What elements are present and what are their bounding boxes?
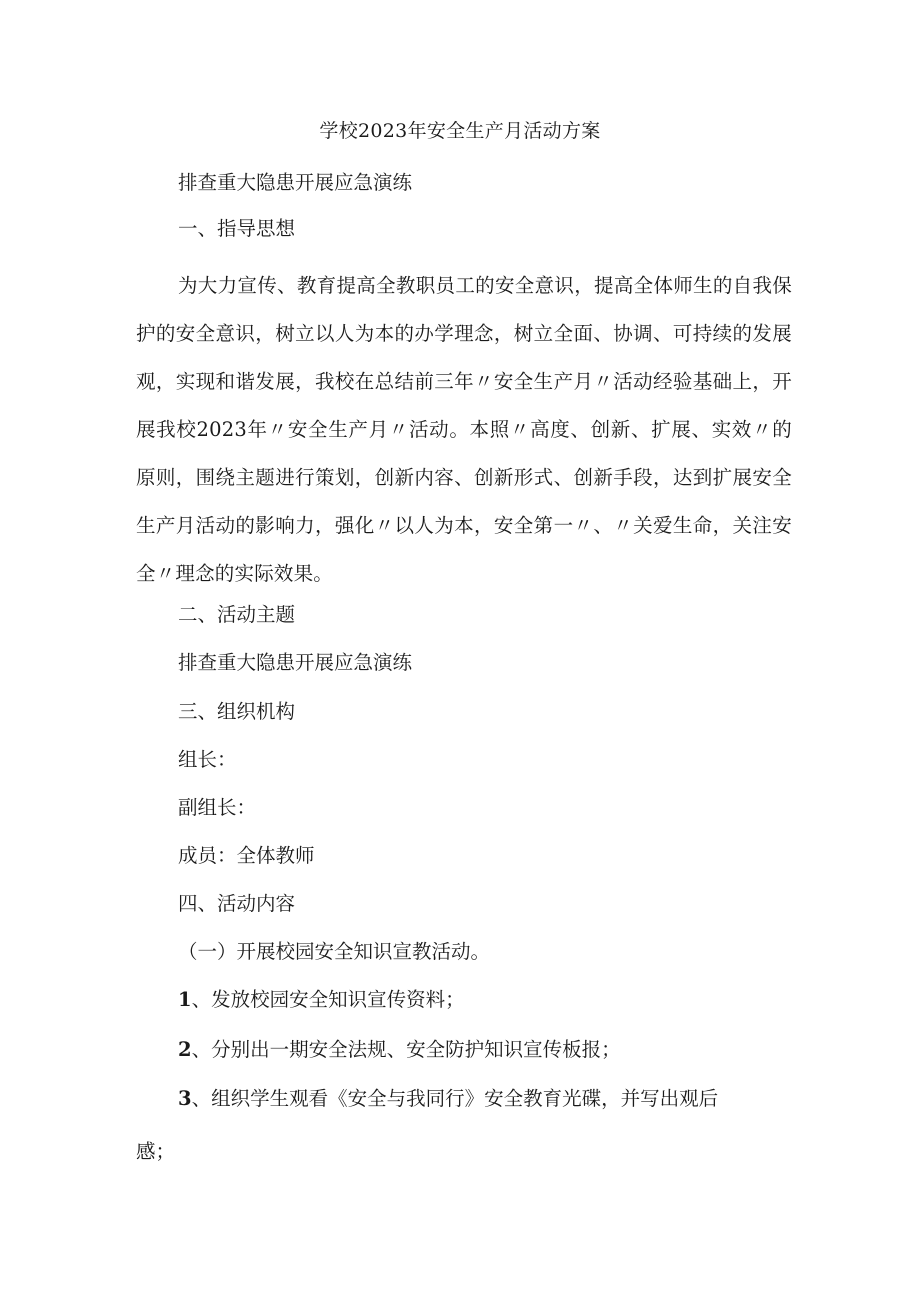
section-3-heading: 三、组织机构 [178,700,296,723]
section-1-heading: 一、指导思想 [178,217,296,240]
list-item [178,1084,718,1114]
section-4-heading: 四、活动内容 [178,892,296,915]
section-2-body: 排查重大隐患开展应急演练 [178,651,413,674]
section-4-subheading: （一）开展校园安全知识宣教活动。 [178,940,491,963]
list-item-continuation: 感； [136,1140,176,1163]
section-1-body: 为大力宣传、教育提高全教职员工的安全意识，提高全体师生的自我保护的安全意识，树立以人为本的办学理念，树立全面、协调、可持续的发展观，实现和谐发展，我校在总结前三年〃安全生产月〃活动经验基础上，开展我校2023年〃安全生产月〃活动。本照〃高度、创新、扩展、实效〃的原则，围绕主题进行策划，创新内容、创新形式、创新手段，达到扩展安全生产月活动的影响力，强化〃以人为本，安全第一〃、〃关爱生命，关注安全〃理念的实际效果。 [136,274,792,585]
section-2-heading: 二、活动主题 [178,603,296,626]
document-subtitle: 排查重大隐患开展应急演练 [178,171,413,194]
org-deputy: 副组长： [178,796,257,819]
list-item [178,985,465,1015]
list-item-number: 2 [178,1038,192,1061]
list-item-number: 3 [178,1087,192,1110]
list-item-text: 、组织学生观看《安全与我同行》安全教育光碟，并写出观后 [191,1087,719,1110]
org-members: 成员：全体教师 [178,844,315,867]
list-item-number: 1 [178,988,192,1011]
org-leader: 组长： [178,748,237,771]
document-title: 学校2023年安全生产月活动方案 [319,120,601,142]
list-item-text: 、分别出一期安全法规、安全防护知识宣传板报； [191,1038,621,1061]
list-item-text: 、发放校园安全知识宣传资料； [191,988,465,1011]
list-item [178,1035,621,1065]
